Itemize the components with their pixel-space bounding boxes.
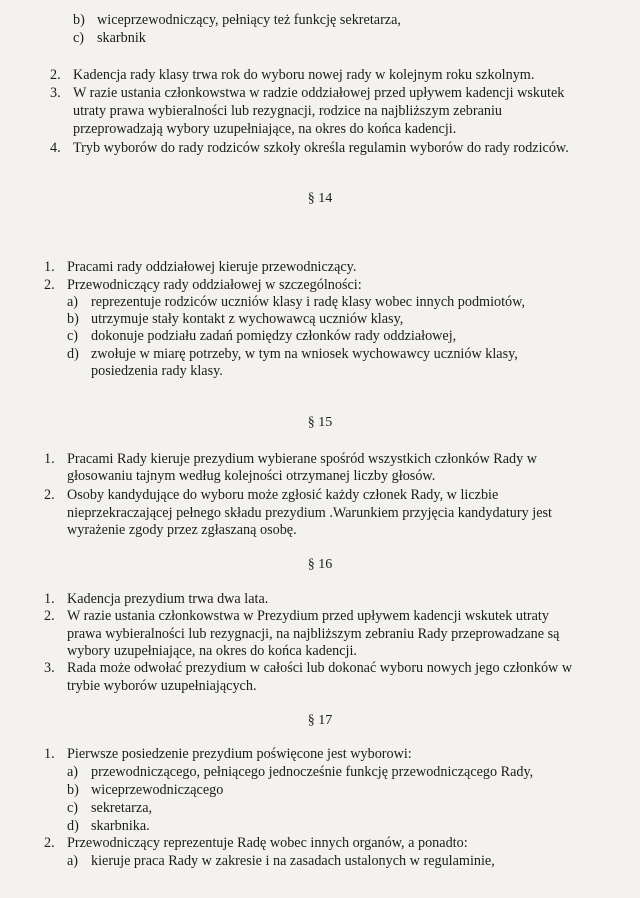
item-number: 1. — [44, 259, 55, 275]
list-marker: c) — [67, 800, 79, 816]
list-marker: b) — [67, 782, 79, 798]
item-text-line: trybie wyborów uzupełniających. — [67, 678, 257, 694]
list-marker: b) — [67, 311, 79, 327]
item-text-line: W razie ustania członkowstwa w radzie oddziałowej przed upływem kadencji wskutek — [73, 85, 565, 101]
list-item-text: wiceprzewodniczący, pełniący też funkcję sekretarza, — [97, 12, 401, 28]
item-text-line: nieprzekraczającej pełnego składu prezydium .Warunkiem przyjęcia kandydatury jest — [67, 505, 552, 521]
item-text: Kadencja prezydium trwa dwa lata. — [67, 591, 269, 607]
item-text-line: przeprowadzają wybory uzupełniające, na okres do końca kadencji. — [73, 121, 457, 137]
list-item-text: skarbnik — [97, 30, 146, 46]
item-text: Kadencja rady klasy trwa rok do wyboru nowej rady w kolejnym roku szkolnym. — [73, 67, 535, 83]
list-item-text: utrzymuje stały kontakt z wychowawcą uczniów klasy, — [91, 311, 404, 327]
item-text: Pierwsze posiedzenie prezydium poświęcone jest wyborowi: — [67, 746, 412, 762]
list-item-text: skarbnika. — [91, 818, 150, 834]
item-text-line: głosowaniu tajnym według kolejności otrzymanej liczby głosów. — [67, 468, 436, 484]
item-text-line: Pracami Rady kieruje prezydium wybierane spośród wszystkich członków Rady w — [67, 451, 538, 467]
item-text-line: utraty prawa wybieralności lub rezygnacji, rodzice na najbliższym zebraniu — [73, 103, 502, 119]
item-number: 1. — [44, 591, 55, 607]
list-marker: b) — [73, 12, 85, 28]
item-text-line: W razie ustania członkowstwa w Prezydium przed upływem kadencji wskutek utraty — [67, 608, 549, 624]
list-item-text: zwołuje w miarę potrzeby, w tym na wniosek wychowawcy uczniów klasy, — [91, 346, 518, 362]
item-number: 2. — [44, 277, 55, 293]
list-item-text: posiedzenia rady klasy. — [91, 363, 223, 379]
item-number: 2. — [44, 835, 55, 851]
section-heading: § 14 — [307, 191, 333, 206]
item-text: Przewodniczący reprezentuje Radę wobec innych organów, a ponadto: — [67, 835, 468, 851]
item-text-line: Osoby kandydujące do wyboru może zgłosić każdy członek Rady, w liczbie — [67, 487, 499, 503]
item-number: 2. — [44, 487, 55, 503]
item-number: 1. — [44, 746, 55, 762]
list-marker: c) — [67, 328, 79, 344]
section-heading: § 16 — [307, 557, 333, 572]
item-number: 2. — [44, 608, 55, 624]
list-item-text: wiceprzewodniczącego — [91, 782, 224, 798]
list-marker: a) — [67, 764, 79, 780]
list-item-text: kieruje praca Rady w zakresie i na zasadach ustalonych w regulaminie, — [91, 853, 495, 869]
item-number: 4. — [50, 140, 61, 156]
item-text-line: Rada może odwołać prezydium w całości lub dokonać wyboru nowych jego członków w — [67, 660, 573, 676]
item-text: Tryb wyborów do rady rodziców szkoły określa regulamin wyborów do rady rodziców. — [73, 140, 569, 156]
item-text-line: wyrażenie zgody przez zgłaszaną osobę. — [67, 522, 297, 538]
list-marker: d) — [67, 346, 79, 362]
section-heading: § 17 — [307, 713, 333, 728]
item-number: 3. — [44, 660, 55, 676]
list-item-text: przewodniczącego, pełniącego jednocześnie funkcję przewodniczącego Rady, — [91, 764, 534, 780]
list-marker: d) — [67, 818, 79, 834]
list-item-text: sekretarza, — [91, 800, 153, 816]
list-marker: a) — [67, 294, 79, 310]
item-text-line: wybory uzupełniające, na okres do końca kadencji. — [67, 643, 357, 659]
list-item-text: reprezentuje rodziców uczniów klasy i radę klasy wobec innych podmiotów, — [91, 294, 526, 310]
item-text: Przewodniczący rady oddziałowej w szczególności: — [67, 277, 362, 293]
item-text: Pracami rady oddziałowej kieruje przewodniczący. — [67, 259, 357, 275]
item-number: 3. — [50, 85, 61, 101]
item-number: 2. — [50, 67, 61, 83]
section-heading: § 15 — [307, 415, 333, 430]
list-marker: a) — [67, 853, 79, 869]
item-number: 1. — [44, 451, 55, 467]
list-marker: c) — [73, 30, 85, 46]
item-text-line: prawa wybieralności lub rezygnacji, na najbliższym zebraniu Rady przeprowadzane są — [67, 626, 560, 642]
list-item-text: dokonuje podziału zadań pomiędzy członków rady oddziałowej, — [91, 328, 457, 344]
